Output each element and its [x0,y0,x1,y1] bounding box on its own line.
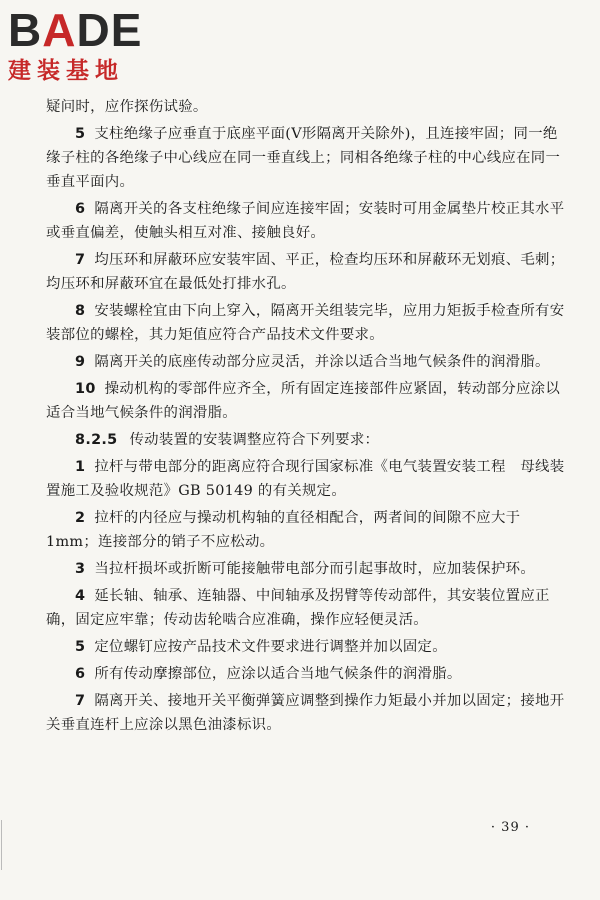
paragraph [46,248,566,296]
paragraph-text: 隔离开关的各支柱绝缘子间应连接牢固；安装时可用金属垫片校正其水平或垂直偏差，使触头相互对准、接触良好。 [46,201,565,241]
item-number: 10 [75,381,96,397]
paragraph-text: 隔离开关的底座传动部分应灵活，并涂以适合当地气候条件的润滑脂。 [94,354,550,370]
item-number: 7 [75,252,86,268]
paragraph-text: 安装螺栓宜由下向上穿入，隔离开关组装完毕，应用力矩扳手检查所有安装部位的螺栓，其力矩值应符合产品技术文件要求。 [46,303,565,343]
paragraph [46,635,566,659]
paragraph-text: 拉杆与带电部分的距离应符合现行国家标准《电气装置安装工程 母线装置施工及验收规范》GB 50149 的有关规定。 [46,459,565,499]
item-number: 5 [75,126,86,142]
item-number: 2 [75,510,86,526]
paragraph [46,557,566,581]
scan-edge-line [1,820,2,870]
item-number: 8.2.5 [75,432,118,448]
paragraph-text: 传动装置的安装调整应符合下列要求： [129,432,380,448]
paragraph [46,122,566,194]
paragraph-text: 均压环和屏蔽环应安装牢固、平正，检查均压环和屏蔽环无划痕、毛刺；均压环和屏蔽环宜在最低处打排水孔。 [46,252,565,292]
item-number: 9 [75,354,86,370]
paragraph-text: 支柱绝缘子应垂直于底座平面(V形隔离开关除外)，且连接牢固；同一绝缘子柱的各绝缘子中心线应在同一垂直线上；同相各绝缘子柱的中心线应在同一垂直平面内。 [46,126,561,190]
paragraph [46,689,566,737]
paragraph [46,506,566,554]
paragraph [46,584,566,632]
page-number: · 39 · [490,820,530,835]
paragraph [46,662,566,686]
paragraph-text: 隔离开关、接地开关平衡弹簧应调整到操作力矩最小并加以固定；接地开关垂直连杆上应涂以黑色油漆标识。 [46,693,565,733]
paragraph-text: 拉杆的内径应与操动机构轴的直径相配合，两者间的间隙不应大于 1mm；连接部分的销子不应松动。 [46,510,521,550]
paragraph [46,350,566,374]
item-number: 6 [75,666,86,682]
item-number: 7 [75,693,86,709]
paragraph [46,197,566,245]
paragraph [46,299,566,347]
item-number: 8 [75,303,86,319]
item-number: 3 [75,561,86,577]
logo-wordmark: BADE [8,4,143,56]
paragraph [46,377,566,425]
paragraph-text: 操动机构的零部件应齐全，所有固定连接部件应紧固，转动部分应涂以适合当地气候条件的润滑脂。 [46,381,561,421]
paragraph-text: 所有传动摩擦部位，应涂以适合当地气候条件的润滑脂。 [94,666,462,682]
paragraph-text: 疑问时，应作探伤试验。 [46,99,208,115]
paragraph-text: 当拉杆损坏或折断可能接触带电部分而引起事故时，应加装保护环。 [94,561,536,577]
paragraph [46,455,566,503]
paragraph-text: 延长轴、轴承、连轴器、中间轴承及拐臂等传动部件，其安装位置应正确，固定应牢靠；传动齿轮啮合应准确，操作应轻便灵活。 [46,588,550,628]
logo-subtitle: 建装基地 [8,58,124,84]
item-number: 5 [75,639,86,655]
document-body [46,95,566,740]
paragraph-text: 定位螺钉应按产品技术文件要求进行调整并加以固定。 [94,639,447,655]
item-number: 4 [75,588,86,604]
brand-logo [8,6,178,86]
item-number: 1 [75,459,86,475]
paragraph [46,95,566,119]
clause-heading [46,428,566,452]
item-number: 6 [75,201,86,217]
